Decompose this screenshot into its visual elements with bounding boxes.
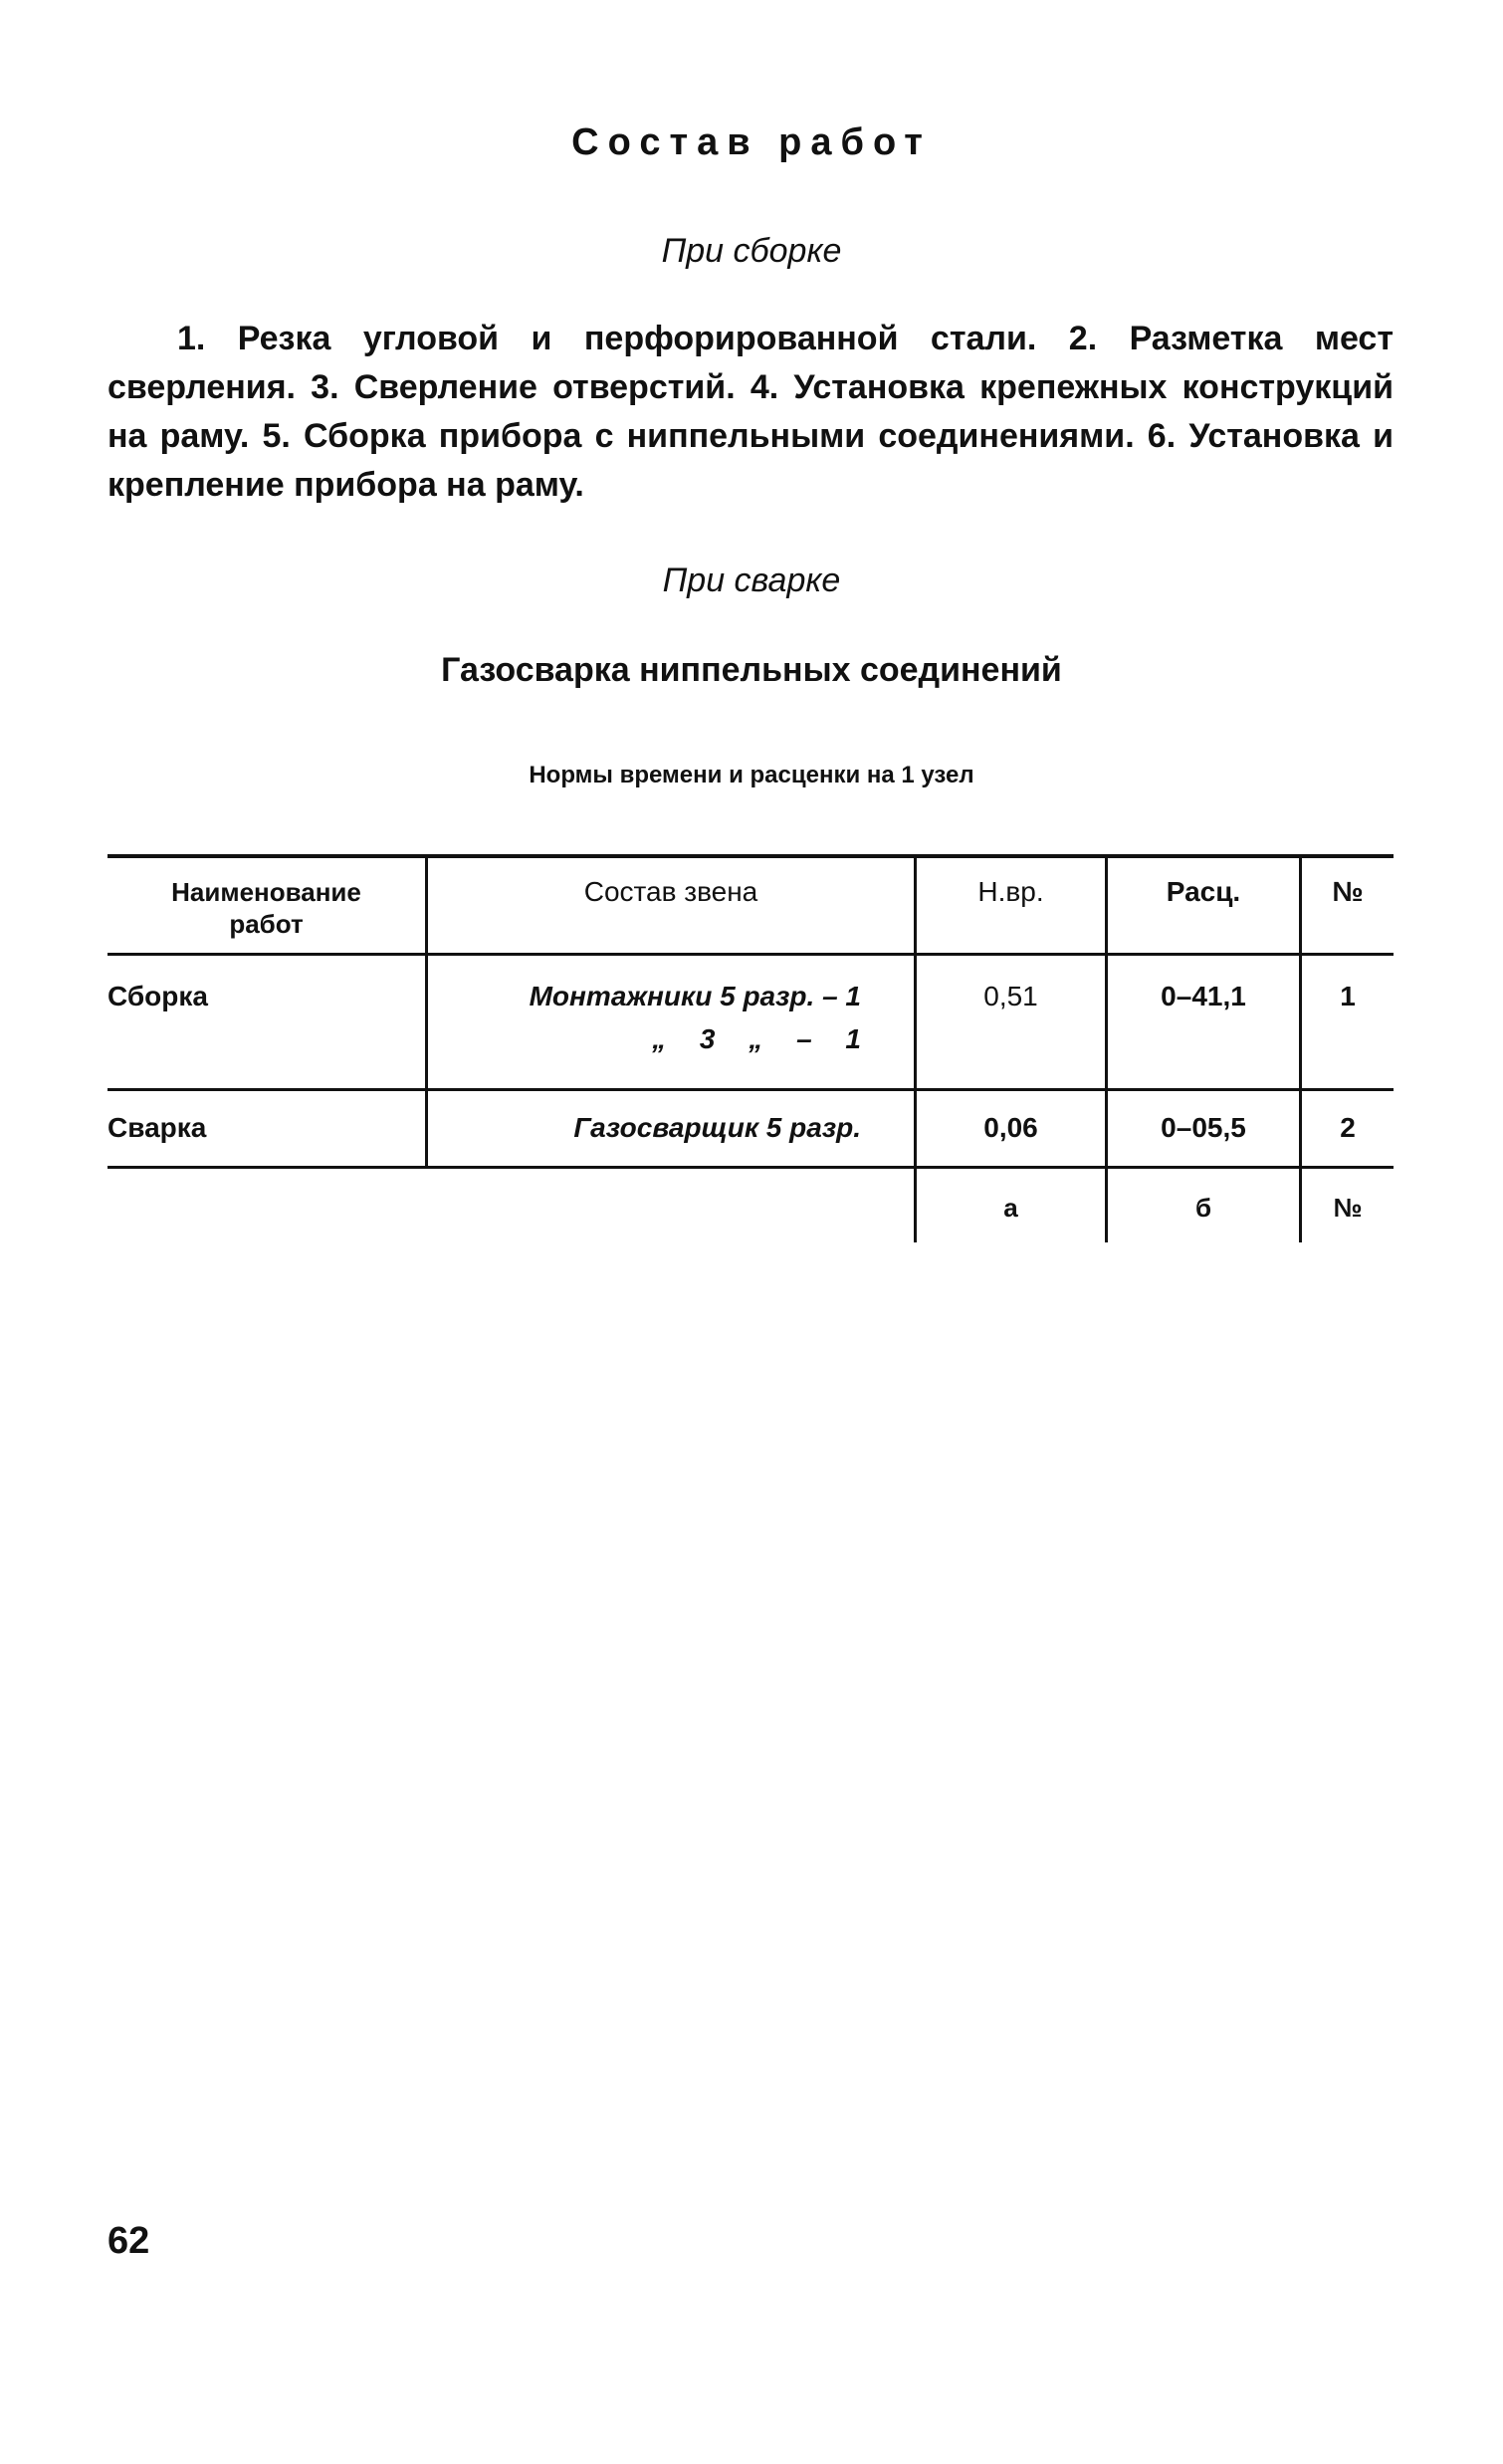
- section-title: Газосварка ниппельных соединений: [441, 651, 1062, 689]
- row-crew-line: Газосварщик 5 разр.: [573, 1112, 861, 1143]
- footer-number-index: №: [1333, 1193, 1363, 1223]
- header-time: Н.вр.: [977, 876, 1044, 907]
- assembly-subheading: При сборке: [661, 232, 842, 270]
- column-divider: [914, 856, 917, 1242]
- row-crew-line: „ 3 „ – 1: [652, 1023, 861, 1054]
- page-number: 62: [107, 2220, 150, 2262]
- row-work: Сборка: [107, 981, 208, 1011]
- row-rate: 0–41,1: [1161, 981, 1246, 1011]
- column-divider: [1299, 856, 1302, 1242]
- header-rate: Расц.: [1166, 876, 1241, 907]
- row-work: Сварка: [107, 1112, 207, 1143]
- table-header-rule: [107, 953, 1394, 956]
- assembly-text: 1. Резка угловой и перфорированной стали. 2. Разметка мест сверления. 3. Сверление отверстий. 4. Установка крепежных конструкций на раму. 5. Сборка прибора с ниппельными соединениями. 6. Установка и крепление прибора на раму.: [107, 320, 1394, 504]
- page-title: Состав работ: [571, 121, 932, 163]
- welding-subheading: При сварке: [662, 561, 841, 599]
- header-crew: Состав звена: [583, 876, 758, 907]
- row-rate: 0–05,5: [1161, 1112, 1246, 1143]
- table-bottom-rule: [107, 1166, 1394, 1169]
- column-divider: [1105, 856, 1108, 1242]
- row-time: 0,06: [983, 1112, 1038, 1143]
- row-crew-line: Монтажники 5 разр. – 1: [529, 981, 861, 1011]
- row-number: 1: [1340, 981, 1356, 1011]
- footer-time-index: а: [1003, 1193, 1018, 1223]
- header-work-line: Наименование: [171, 877, 361, 907]
- table-row-rule: [107, 1088, 1394, 1091]
- footer-rate-index: б: [1194, 1193, 1212, 1223]
- header-number: №: [1332, 876, 1364, 907]
- header-work-line: работ: [229, 909, 304, 939]
- table-caption: Нормы времени и расценки на 1 узел: [529, 762, 974, 788]
- table-top-rule: [107, 854, 1394, 858]
- assembly-paragraph: [107, 315, 1394, 510]
- header-work-name: [107, 876, 425, 940]
- row-number: 2: [1340, 1112, 1356, 1143]
- row-time: 0,51: [983, 981, 1038, 1011]
